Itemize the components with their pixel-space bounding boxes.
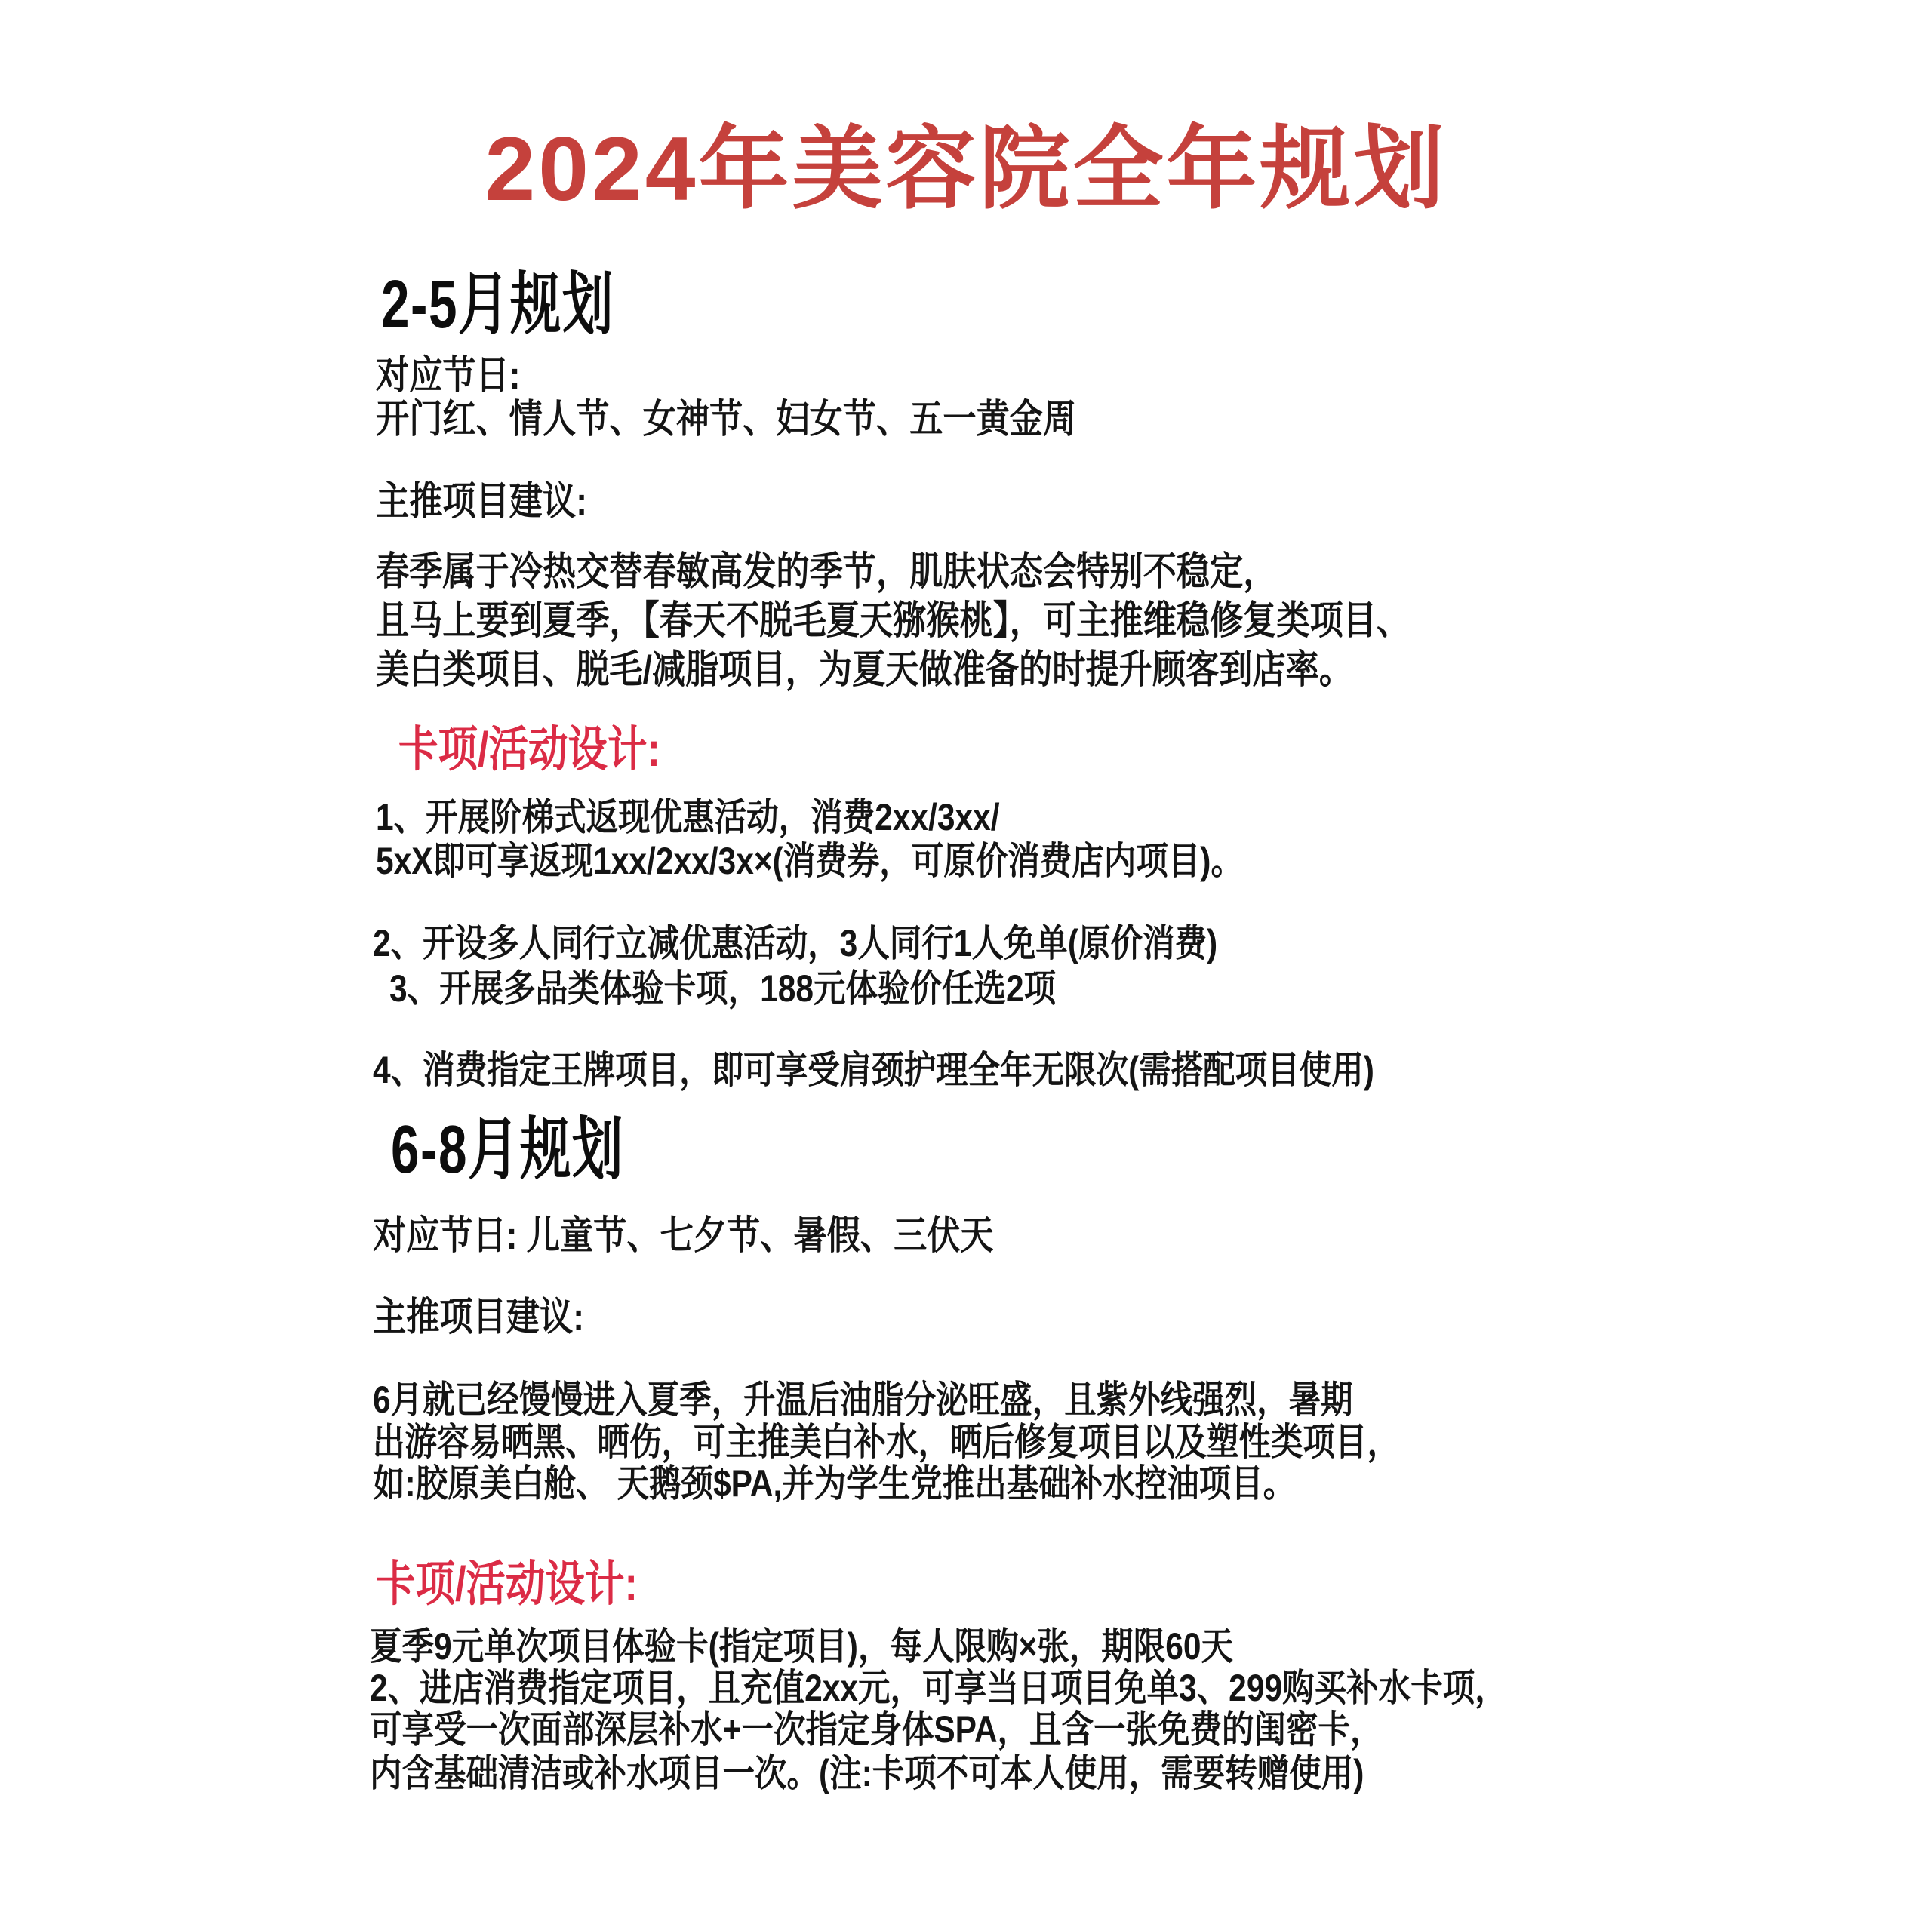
- push-paragraph-line: 如:胶原美白舱、 天鹅颈$PA,并为学生党推出基础补水控油项目。: [373, 1462, 1296, 1505]
- section-heading-feb-may: 2-5月规划: [381, 267, 615, 343]
- section-heading-jun-aug: 6-8月规划: [391, 1112, 625, 1188]
- card-body-line: 夏季9元单次项目体验卡(指定项目)，每人限购×张，期限60天: [370, 1625, 1234, 1668]
- card-item-1-line-2: 5xX即可享返现1xx/2xx/3x×(消费券，可原价消费店内项目)。: [376, 840, 1243, 882]
- page-title: 2024年美容院全年规划: [485, 118, 1447, 220]
- push-label: 主推项目建议:: [376, 480, 587, 524]
- push-label: 主推项目建议:: [373, 1296, 584, 1339]
- card-body-line: 2、进店消费指定项目，且充值2xx元，可享当日项目免单3、299购买补水卡项，: [370, 1667, 1507, 1709]
- push-paragraph-line: 且马上要到夏季，【春天不脱毛夏天猕猴桃】，可主推维稳修复类项目、: [376, 599, 1411, 643]
- card-item-1-line-1: 1、开展阶梯式返现优惠活动，消费2xx/3xx/: [376, 796, 1000, 838]
- festival-list: 对应节日: 儿童节、七夕节、暑假、三伏天: [373, 1214, 994, 1258]
- card-body-line: 可享受一次面部深层补水+一次指定身体SPA，且含一张免费的闺密卡，: [370, 1708, 1383, 1751]
- card-item-2: 2、开设多人同行立减优惠活动，3人同行1人免单(原价消费): [373, 922, 1218, 964]
- push-paragraph-line: 春季属于冷热交替春敏高发的季节，肌肤状态会特别不稳定，: [376, 550, 1277, 594]
- card-design-heading: 卡项/活动设计:: [398, 722, 660, 776]
- push-paragraph-line: 6月就已经馒慢进入夏季，升温后油脂分泌旺盛，且紫外线强烈，暑期: [373, 1379, 1353, 1421]
- card-body-line: 内含基础清洁或补水项目一次。(注:卡项不可本人使用，需要转赠使用): [370, 1752, 1364, 1794]
- card-item-3: 3、开展多品类体验卡项，188元体验价任选2项: [389, 967, 1057, 1010]
- push-paragraph-line: 美白类项目、脱毛/减脂项目，为夏天做准备的时提升顾客到店率。: [376, 648, 1353, 692]
- push-paragraph-line: 出游容易晒黑、晒伤，可主推美白补水，晒后修复项目以及塑性类项目，: [373, 1421, 1399, 1463]
- card-design-heading: 卡项/活动设计:: [376, 1557, 638, 1611]
- festival-label: 对应节日:: [376, 354, 521, 398]
- card-item-4: 4、消费指定王牌项目，即可享受肩颈护理全年无限次(需搭配项目使用): [373, 1049, 1374, 1091]
- festival-list: 开门红、情人节、女神节、妇女节、五一黄金周: [376, 398, 1077, 441]
